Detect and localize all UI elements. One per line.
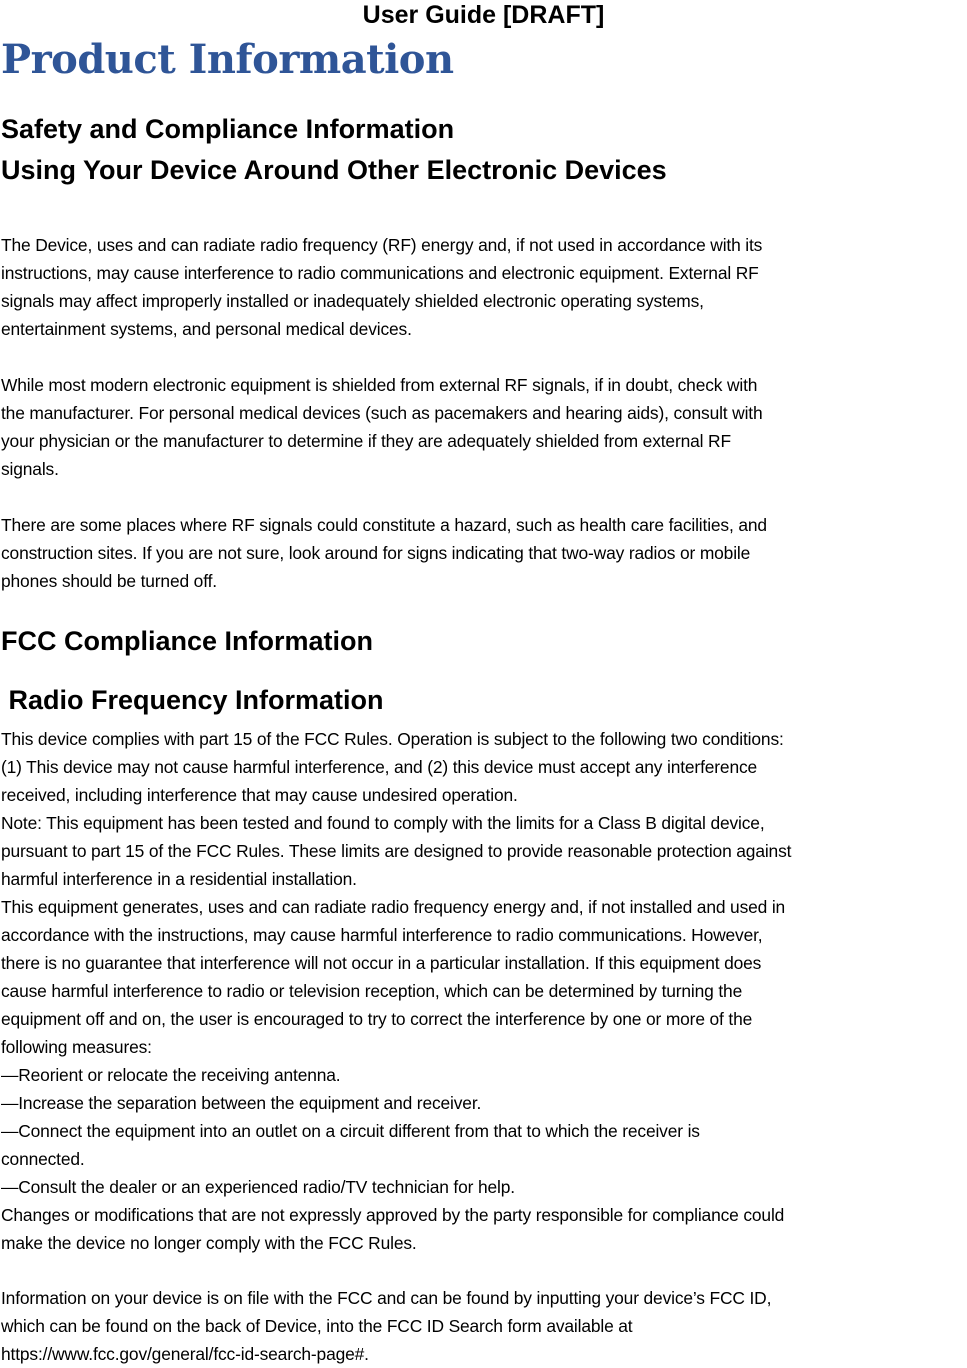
paragraph-line: which can be found on the back of Device, into the FCC ID Search form available at	[1, 1316, 633, 1336]
fcc-heading: FCC Compliance Information	[1, 626, 374, 656]
paragraph-line: received, including interference that may cause undesired operation.	[1, 785, 518, 805]
paragraph-line: signals.	[1, 459, 59, 479]
safety-heading: Safety and Compliance Information	[1, 114, 455, 144]
paragraph-shielding	[1, 371, 967, 483]
paragraph-line: Information on your device is on file with the FCC and can be found by inputting your device’s FCC ID,	[1, 1288, 772, 1308]
paragraph-line: make the device no longer comply with the FCC Rules.	[1, 1233, 417, 1253]
paragraph-line: harmful interference in a residential installation.	[1, 869, 357, 889]
paragraph-line: following measures:	[1, 1037, 152, 1057]
paragraph-line: This device complies with part 15 of the FCC Rules. Operation is subject to the following two conditions:	[1, 729, 784, 749]
paragraph-line: entertainment systems, and personal medical devices.	[1, 319, 412, 339]
paragraph-line: (1) This device may not cause harmful interference, and (2) this device must accept any interference	[1, 757, 758, 777]
page-title: Product Information	[1, 36, 454, 83]
measure-item: —Increase the separation between the equipment and receiver.	[1, 1093, 482, 1113]
paragraph-line: There are some places where RF signals could constitute a hazard, such as health care facilities, and	[1, 515, 767, 535]
devices-heading: Using Your Device Around Other Electronic Devices	[1, 155, 667, 185]
paragraph-line: Changes or modifications that are not expressly approved by the party responsible for compliance could	[1, 1205, 785, 1225]
paragraph-line: signals may affect improperly installed or inadequately shielded electronic operating systems,	[1, 291, 704, 311]
paragraph-line: the manufacturer. For personal medical devices (such as pacemakers and hearing aids), consult with	[1, 403, 763, 423]
paragraph-line: instructions, may cause interference to radio communications and electronic equipment. External RF	[1, 263, 759, 283]
paragraph-line: The Device, uses and can radiate radio frequency (RF) energy and, if not used in accordance with its	[1, 235, 763, 255]
paragraph-line: cause harmful interference to radio or television reception, which can be determined by turning the	[1, 981, 743, 1001]
paragraph-line: connected.	[1, 1149, 85, 1169]
paragraph-line: This equipment generates, uses and can radiate radio frequency energy and, if not installed and used in	[1, 897, 786, 917]
paragraph-line: construction sites. If you are not sure, look around for signs indicating that two-way radios or mobile	[1, 543, 751, 563]
paragraph-line: there is no guarantee that interference will not occur in a particular installation. If this equipment does	[1, 953, 762, 973]
paragraph-fcc-id-info	[1, 1284, 967, 1368]
paragraph-line: pursuant to part 15 of the FCC Rules. These limits are designed to provide reasonable protection against	[1, 841, 792, 861]
measure-item: —Connect the equipment into an outlet on a circuit different from that to which the receiver is	[1, 1121, 700, 1141]
measure-item: —Reorient or relocate the receiving antenna.	[1, 1065, 341, 1085]
paragraph-rf-energy	[1, 231, 967, 343]
paragraph-line: equipment off and on, the user is encouraged to try to correct the interference by one or more of the	[1, 1009, 753, 1029]
paragraph-line: accordance with the instructions, may cause harmful interference to radio communications. However,	[1, 925, 763, 945]
paragraph-line: Note: This equipment has been tested and found to comply with the limits for a Class B digital device,	[1, 813, 765, 833]
paragraph-line: phones should be turned off.	[1, 571, 217, 591]
rf-heading: Radio Frequency Information	[1, 685, 384, 715]
measure-item: —Consult the dealer or an experienced radio/TV technician for help.	[1, 1177, 515, 1197]
fcc-id-search-link[interactable]: https://www.fcc.gov/general/fcc-id-search-page#.	[1, 1344, 369, 1364]
paragraph-line: your physician or the manufacturer to determine if they are adequately shielded from external RF	[1, 431, 731, 451]
paragraph-line: While most modern electronic equipment is shielded from external RF signals, if in doubt, check with	[1, 375, 758, 395]
document-header: User Guide [DRAFT]	[362, 1, 605, 29]
paragraph-fcc-statement	[1, 725, 967, 1257]
paragraph-hazard-places	[1, 511, 967, 595]
